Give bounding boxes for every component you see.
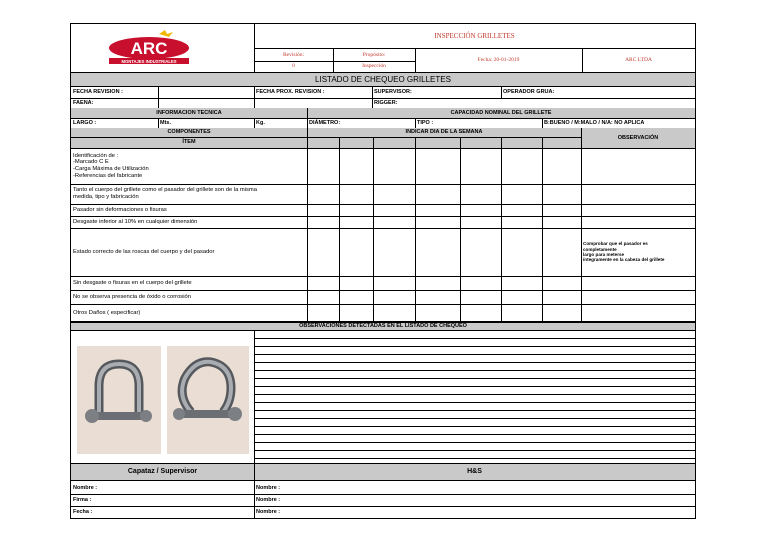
header-company: ARC LTDA: [625, 56, 652, 63]
observation-text: íntegramente en la cabeza del grillete: [583, 257, 665, 263]
observation-line: [254, 418, 695, 419]
operador-label: OPERADOR GRUA:: [503, 89, 555, 96]
checklist-item-text: Desgaste inferior al 10% en cualquier dimensión: [73, 218, 198, 225]
checklist-item-text: medida, tipo y fabricación: [73, 194, 139, 200]
observation-line: [254, 338, 695, 339]
shackle-bow-icon: [167, 346, 249, 454]
observation-line: [254, 394, 695, 395]
observation-line: [254, 362, 695, 363]
observation-text: Comprobar que el pasador es: [583, 241, 648, 247]
shackle-d-icon: [77, 346, 161, 454]
supervisor-label: SUPERVISOR:: [374, 89, 412, 96]
observation-text: largo para meterse: [583, 252, 625, 257]
item-observation: [583, 228, 693, 276]
logo-subtext: MONTAJES INDUSTRIALES: [121, 59, 177, 64]
inspection-sheet: [70, 23, 696, 519]
checklist-item: [73, 148, 305, 184]
observation-line: [254, 370, 695, 371]
observacion-header: OBSERVACIÓN: [617, 134, 659, 141]
observation-line: [254, 354, 695, 355]
fecha-prox-label: FECHA PROX. REVISION :: [256, 89, 325, 96]
checklist-item-text: No se observa presencia de óxido o corrosión: [73, 293, 191, 300]
kg-label: Kg.: [256, 119, 265, 126]
hs-nombre-label-2: Nombre :: [256, 496, 281, 503]
checklist-item: [73, 228, 305, 276]
checklist-item-text: -Referencias del fabricante: [73, 172, 143, 179]
checklist-item: [73, 184, 305, 204]
observation-text: completamente: [583, 246, 617, 252]
checklist-item-text: Otros Daños ( especificar): [73, 309, 141, 316]
company-logo: [99, 28, 229, 68]
checklist-item: [73, 216, 305, 228]
mts-label: Mts.: [160, 119, 171, 126]
shackle-photo-2: [167, 346, 249, 454]
observation-line: [254, 386, 695, 387]
revision-label: Revisión:: [282, 52, 305, 58]
capacidad-header: CAPACIDAD NOMINAL DEL GRILLETE: [450, 109, 552, 116]
checklist-title: LISTADO DE CHEQUEO GRILLETES: [71, 72, 695, 87]
largo-label: LARGO :: [73, 119, 97, 126]
legend-label: B:BUENO / M:MALO / N/A: NO APLICA: [544, 119, 645, 126]
observation-line: [254, 426, 695, 427]
observation-line: [254, 346, 695, 347]
faena-label: FAENA:: [73, 99, 94, 106]
proposito-label: Propósito:: [362, 52, 386, 58]
rigger-label: RIGGER:: [374, 99, 398, 106]
checklist-item-text: -Marcado C E: [73, 159, 109, 166]
diametro-label: DIÁMETRO:: [309, 119, 341, 126]
componentes-header: COMPONENTES: [167, 129, 211, 136]
observation-line: [254, 442, 695, 443]
info-tecnica-header: INFORMACION TECNICA: [156, 109, 222, 116]
checklist-item-text: Estado correcto de las roscas del cuerpo y del pasador: [73, 248, 215, 255]
checklist-item: [73, 204, 305, 216]
observation-line: [254, 402, 695, 403]
checklist-item: [73, 276, 305, 290]
hs-nombre-label-3: Nombre :: [256, 508, 281, 515]
hs-header: H&S: [467, 467, 482, 475]
hs-nombre-label-1: Nombre :: [256, 484, 281, 491]
capataz-header: Capataz / Supervisor: [127, 467, 198, 475]
observation-line: [254, 450, 695, 451]
capataz-fecha-label: Fecha :: [73, 508, 93, 515]
proposito-value: Inspección: [362, 63, 386, 69]
tipo-label: TIPO :: [417, 119, 434, 126]
header-date: Fecha: 20-01-2019: [477, 56, 520, 63]
indicar-header: INDICAR DIA DE LA SEMANA: [405, 129, 483, 136]
revision-value: 0: [292, 63, 295, 69]
checklist-item: [73, 290, 305, 304]
fecha-revision-label: FECHA REVISION :: [73, 89, 123, 96]
capataz-nombre-label: Nombre :: [73, 484, 98, 491]
logo-text: ARC: [130, 39, 168, 58]
form-title: INSPECCIÓN GRILLETES: [434, 31, 515, 40]
capataz-firma-label: Firma :: [73, 496, 92, 503]
checklist-item-text: -Carga Máxima de Utilización: [73, 166, 149, 172]
checklist-item-text: Sin desgaste o fisuras en el cuerpo del grillete: [73, 279, 192, 286]
observation-line: [254, 434, 695, 435]
observation-line: [254, 458, 695, 459]
checklist-item-text: Identificación de :: [73, 152, 119, 159]
shackle-photo-1: [77, 346, 161, 454]
checklist-item: [73, 304, 305, 322]
observation-line: [254, 410, 695, 411]
item-header: ÍTEM: [182, 139, 196, 146]
checklist-item-text: Tanto el cuerpo del grillete como el pasador del grillete son de la misma: [73, 187, 257, 194]
observaciones-title: OBSERVACIONES DETECTADAS EN EL LISTADO DE CHEQUEO: [71, 321, 695, 331]
checklist-item-text: Pasador sin deformaciones o fisuras: [73, 206, 167, 213]
observation-line: [254, 378, 695, 379]
logo-graphic: [99, 28, 229, 68]
